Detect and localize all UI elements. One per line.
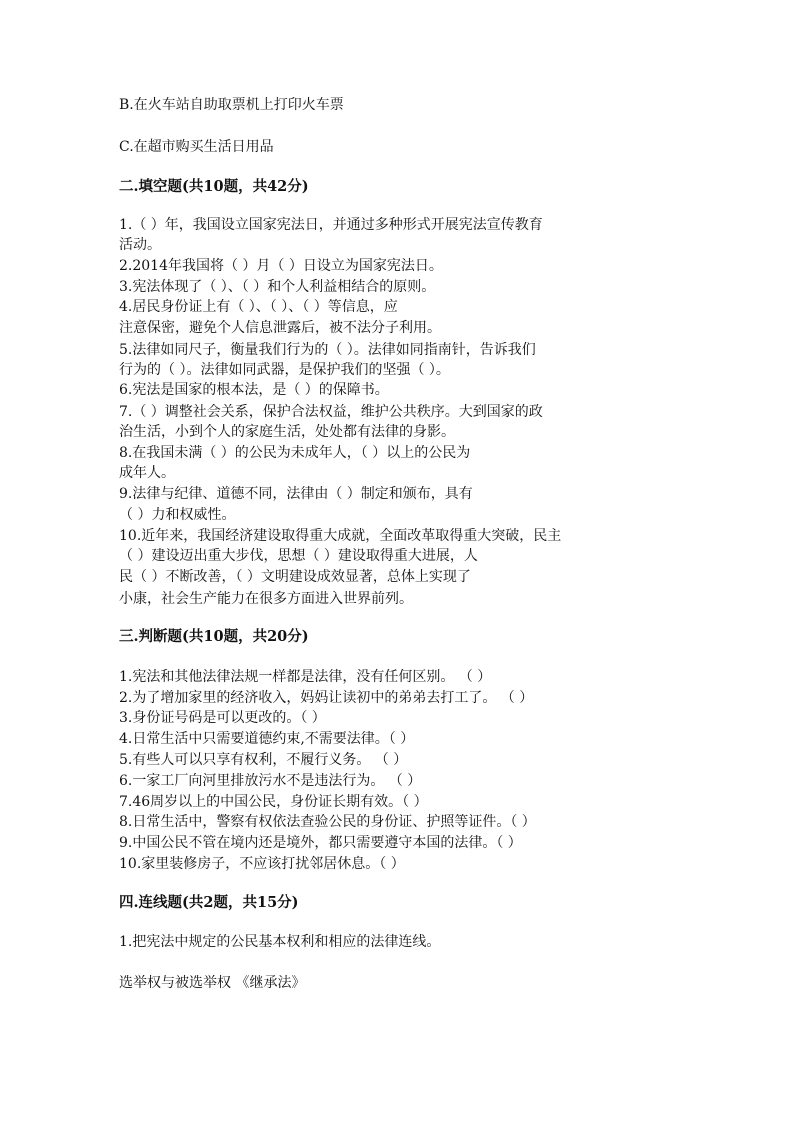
fill-line: 民（ ）不断改善，（ ）文明建设成效显著，总体上实现了 [119, 569, 471, 585]
fill-line: 5.法律如同尺子，衡量我们行为的（ ）。法律如同指南针，告诉我们 [119, 342, 536, 358]
option-b: B.在火车站自助取票机上打印火车票 [119, 97, 344, 113]
judge-line: 10.家里装修房子，不应该打扰邻居休息。（ ） [119, 856, 405, 872]
judge-line: 5.有些人可以只享有权利，不履行义务。 （ ） [119, 752, 408, 768]
fill-line: 治生活，小到个人的家庭生活，处处都有法律的身影。 [119, 424, 455, 440]
fill-line: 成年人。 [119, 465, 175, 481]
section2-heading: 二.填空题(共10题，共42分) [119, 178, 309, 195]
fill-line: 3.宪法体现了（ ）、（ ）和个人利益相结合的原则。 [119, 279, 436, 295]
judge-line: 3.身份证号码是可以更改的。（ ） [119, 710, 326, 726]
section4-heading: 四.连线题(共2题，共15分) [119, 894, 299, 911]
fill-line: 行为的（ ）。法律如同武器，是保护我们的坚强（ ）。 [119, 362, 450, 378]
judge-line: 8.日常生活中，警察有权依法查验公民的身份证、护照等证件。（ ） [119, 814, 536, 830]
judge-line: 2.为了增加家里的经济收入，妈妈让读初中的弟弟去打工了。 （ ） [119, 690, 534, 706]
fill-line: 活动。 [119, 237, 161, 253]
judge-line: 1.宪法和其他法律法规一样都是法律，没有任何区别。 （ ） [119, 669, 492, 685]
fill-line: （ ）力和权威性。 [119, 507, 236, 523]
judge-line: 4.日常生活中只需要道德约束,不需要法律。（ ） [119, 731, 415, 747]
fill-line: 10.近年来，我国经济建设取得重大成就，全面改革取得重大突破，民主 [119, 528, 562, 544]
section3-heading: 三.判断题(共10题，共20分) [119, 628, 309, 645]
match-line: 选举权与被选举权 《继承法》 [119, 975, 306, 991]
fill-line: 小康，社会生产能力在很多方面进入世界前列。 [119, 591, 413, 607]
fill-line: 7.（ ）调整社会关系，保护合法权益，维护公共秩序。大到国家的政 [119, 404, 543, 420]
fill-line: 注意保密，避免个人信息泄露后，被不法分子利用。 [119, 320, 441, 336]
fill-line: 8.在我国未满（ ）的公民为未成年人，（ ）以上的公民为 [119, 445, 471, 461]
judge-line: 9.中国公民不管在境内还是境外，都只需要遵守本国的法律。（ ） [119, 835, 522, 851]
judge-line: 6.一家工厂向河里排放污水不是违法行为。 （ ） [119, 773, 422, 789]
match-line: 1.把宪法中规定的公民基本权利和相应的法律连线。 [119, 934, 441, 950]
option-c: C.在超市购买生活日用品 [119, 139, 274, 155]
fill-line: 1.（ ）年，我国设立国家宪法日，并通过多种形式开展宪法宣传教育 [119, 217, 543, 233]
fill-line: 6.宪法是国家的根本法，是（ ）的保障书。 [119, 382, 389, 398]
fill-line: 2.2014年我国将（ ）月（ ）日设立为国家宪法日。 [119, 258, 443, 274]
fill-line: （ ）建设迈出重大步伐，思想（ ）建设取得重大进展，人 [119, 548, 478, 564]
judge-line: 7.46周岁以上的中国公民，身份证长期有效。（ ） [119, 794, 428, 810]
fill-line: 9.法律与纪律、道德不同，法律由（ ）制定和颁布，具有 [119, 486, 473, 502]
fill-line: 4.居民身份证上有（ ）、（ ）、（ ）等信息，应 [119, 299, 398, 315]
